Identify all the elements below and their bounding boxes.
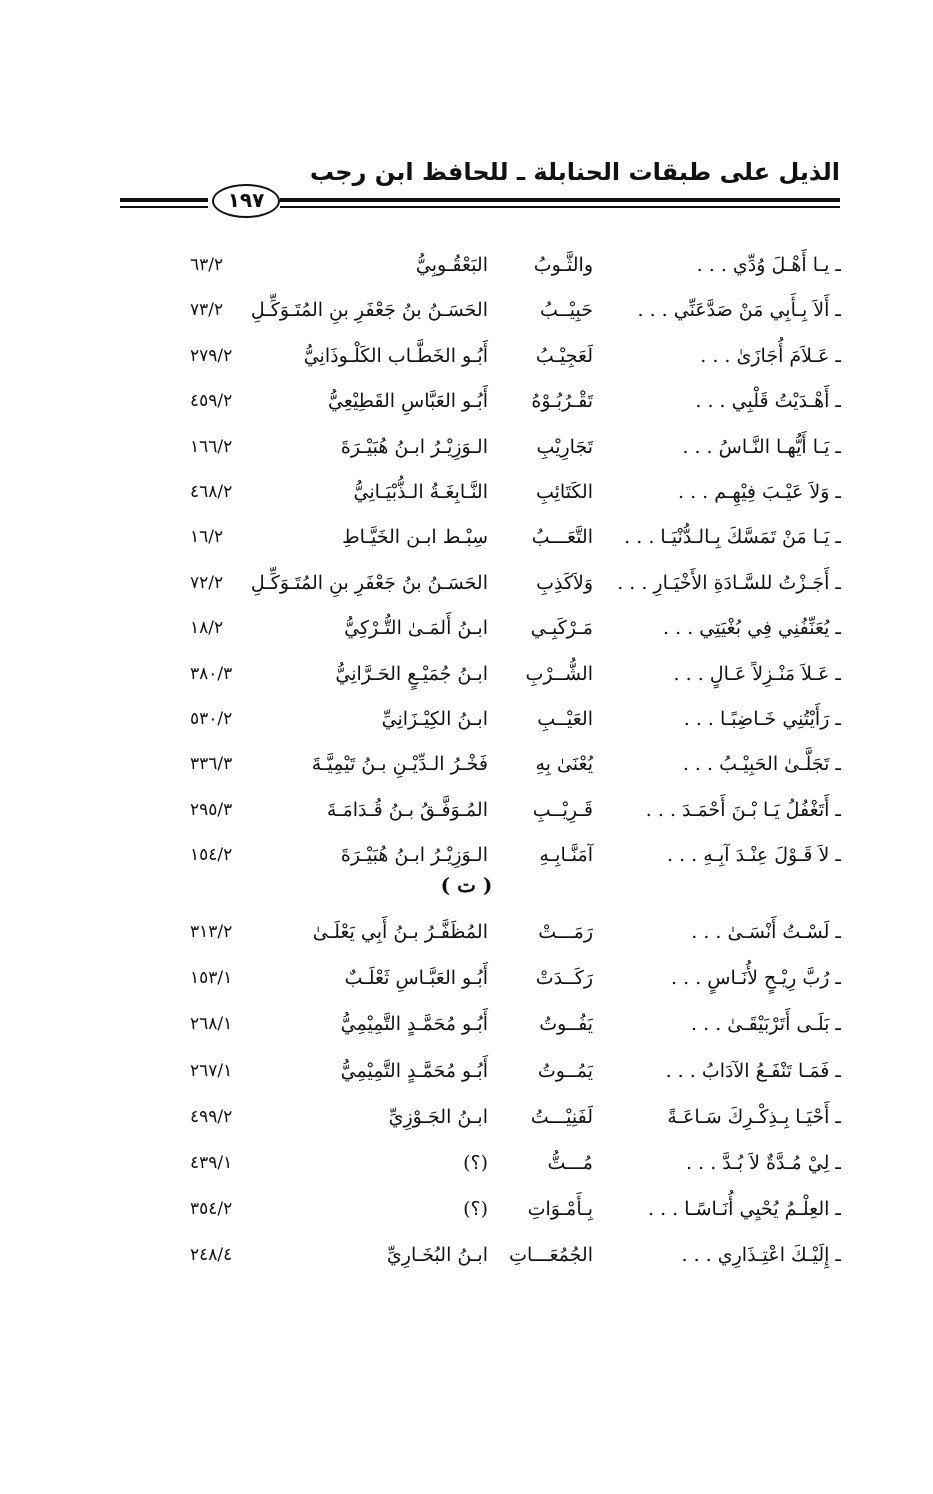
index-row <box>0 245 933 285</box>
volume-page-ref: ٤٩٩/٢ <box>190 1106 233 1127</box>
running-title: الذيل على طبقات الحنابلة ـ للحافظ ابن رجب <box>309 158 840 186</box>
poet-name: المُـوَفَّـقُ بـنُ قُـدَامَـةَ <box>326 798 488 821</box>
rhyme-word: تَجَارِيْبِ <box>536 435 593 458</box>
volume-page-ref: ٤٣٩/١ <box>190 1153 233 1173</box>
rhyme-word: لَفَنِيْـــتُ <box>530 1105 593 1128</box>
header-rule-left-thin <box>120 206 208 208</box>
volume-page-ref: ٢٩٥/٣ <box>190 799 233 820</box>
rhyme-word: يُعْنَىٰ بِهِ <box>535 753 593 776</box>
poet-name: أَبُـو العَبَّـاسِ ثَعْلَـبٌ <box>344 967 488 990</box>
poet-name: المُظَفَّـرُ بـنُ أَبِي يَعْلَـىٰ <box>312 921 488 943</box>
verse-text: ـ يـا أَهْـلَ وُدِّي . . . <box>696 254 841 276</box>
poet-name: سِبْـط ابـن الخَيَّـاطِ <box>342 526 488 549</box>
header-rule-left-thick <box>120 198 208 202</box>
poet-name: أَبُـو العَبَّاسِ القَطِيْعِيُّ <box>328 390 488 413</box>
poet-name: الحَسَـنُ بنُ جَعْفَرِ بنِ المُتَـوَكِّـلِ <box>250 299 488 322</box>
volume-page-ref: ٤٦٨/٢ <box>190 482 233 502</box>
verse-text: ـ العِلْـمُ يُحْيِي أُنَـاسًـا . . . <box>648 1198 841 1221</box>
verse-text: ـ أَلاَ بِـأَبِي مَنْ صَدَّعَنِّي . . . <box>637 299 841 322</box>
verse-text: ـ وَلاَ عَيْـبَ فِيْهِـم . . . <box>677 481 841 503</box>
rhyme-word: يَفُــوتُ <box>539 1013 593 1036</box>
volume-page-ref: ٢٧٩/٢ <box>190 345 233 366</box>
verse-text: ـ فَمَـا تَنْفَـعُ الآدَابُ . . . <box>665 1059 841 1082</box>
index-row <box>0 336 933 376</box>
rhyme-word: مُـــتُّ <box>547 1152 593 1174</box>
index-row <box>0 1143 933 1183</box>
verse-text: ـ يُعَنِّفُنِي فِي بُغْيَتِي . . . <box>663 617 841 640</box>
rhyme-word: التَّعَـــبُ <box>531 526 593 549</box>
index-row <box>0 472 933 512</box>
verse-text: ـ لِيْ مُـدَّةٌ لاَ بُـدَّ . . . <box>686 1152 841 1174</box>
index-row <box>0 1004 933 1044</box>
verse-text: ـ بَلَـى أَتَرْبَيْقَـىٰ . . . <box>691 1013 841 1036</box>
index-row <box>0 563 933 603</box>
section-heading: ( ت ) <box>440 873 493 897</box>
index-row <box>0 517 933 557</box>
index-row <box>0 427 933 467</box>
rhyme-word: مَـرْكَبِـي <box>530 617 593 640</box>
index-row <box>0 381 933 421</box>
index-row <box>0 290 933 330</box>
rhyme-word: وَلاَكَذِبِ <box>536 571 593 594</box>
volume-page-ref: ١٨/٢ <box>190 618 224 639</box>
volume-page-ref: ٣١٣/٢ <box>190 922 233 942</box>
poet-name: أَبُـو مُحَمَّـدٍ التَّمِيْمِيُّ <box>340 1013 488 1036</box>
index-row <box>0 744 933 784</box>
poet-name: أَبُـو الخَطَّـاب الكَلْـوذَانِيُّ <box>303 344 488 367</box>
rhyme-word: الشُّــرْبِ <box>525 662 593 685</box>
rhyme-word: لَعَجِيْـبُ <box>535 344 593 367</box>
poet-name: النَّـابِغَـةُ الـذُّبْيَـانِيُّ <box>353 481 488 503</box>
rhyme-word: رَمَـــتْ <box>538 921 593 943</box>
volume-page-ref: ٢٤٨/٤ <box>190 1245 233 1266</box>
index-row <box>0 1235 933 1275</box>
verse-text: ـ أَهْـدَيْتُ قَلْبِي . . . <box>695 390 841 413</box>
index-row <box>0 699 933 739</box>
poet-name: البَعْقُـوبِيُّ <box>415 254 488 276</box>
rhyme-word: قَـرِيْــبِ <box>532 798 593 821</box>
poet-name: ابـنُ البُخَـارِيِّ <box>386 1244 488 1267</box>
poet-name: الحَسَـنُ بنُ جَعْفَرِ بنِ المُتَـوَكِّـلِ <box>250 571 488 594</box>
poet-name: (؟) <box>463 1198 488 1221</box>
index-row <box>0 958 933 998</box>
verse-text: ـ إِلَيْـكَ اعْتِـذَارِي . . . <box>681 1244 841 1267</box>
index-row <box>0 1097 933 1137</box>
verse-text: ـ أَحْيَـا بِـذِكْـرِكَ سَـاعَـةً <box>667 1105 841 1128</box>
verse-text: ـ لَسْـتُ أَنْسَـىٰ . . . <box>691 921 841 943</box>
verse-text: ـ عَـلاَ مَنْـزِلاً عَـالٍ . . . <box>673 662 841 685</box>
verse-text: ـ أَجَـزْتُ للسَّـادَةِ الأَخْيَـارِ . . . <box>617 571 841 594</box>
verse-text: ـ تَجَلَّـىٰ الحَبِيْـبُ . . . <box>682 753 841 776</box>
header-rule-thick <box>280 198 840 202</box>
index-row <box>0 1051 933 1091</box>
volume-page-ref: ١٦/٢ <box>190 527 224 548</box>
volume-page-ref: ٦٣/٢ <box>190 255 224 275</box>
poet-name: ابـنُ الكِيْـزَانِيِّ <box>381 708 488 730</box>
rhyme-word: بِـأَمْـوَاتِ <box>527 1198 593 1221</box>
volume-page-ref: ٤٥٩/٢ <box>190 391 233 412</box>
verse-text: ـ لاَ قَـوْلَ عِنْـدَ آبِـهِ . . . <box>667 844 841 867</box>
volume-page-ref: ٥٣٠/٢ <box>190 709 233 729</box>
index-row <box>0 912 933 952</box>
verse-text: ـ يَـا أَيُّهـا النَّـاسُ . . . <box>682 435 841 458</box>
header-rule-thin <box>280 206 840 208</box>
rhyme-word: حَبِيْــبُ <box>539 299 593 322</box>
page-header <box>120 150 840 220</box>
volume-page-ref: ٧٣/٢ <box>190 300 224 321</box>
rhyme-word: والثَّـوبُ <box>533 254 593 276</box>
rhyme-word: العَيْــبِ <box>537 708 593 730</box>
poet-name: ابـنُ جُمَيْـعٍ الحَـرَّانِيُّ <box>335 662 488 685</box>
rhyme-word: رَكَــدَتْ <box>535 967 593 990</box>
rhyme-word: يَمُــوتُ <box>537 1059 593 1082</box>
volume-page-ref: ٣٨٠/٣ <box>190 663 233 684</box>
page-number: ١٩٧ <box>212 184 280 218</box>
rhyme-word: الجُمُعَـــاتِ <box>509 1244 593 1267</box>
volume-page-ref: ١٦٦/٢ <box>190 436 233 457</box>
verse-text: ـ رَأَيْتُنِي خَـاضِبًـا . . . <box>683 708 841 730</box>
poet-name: الـوَزِيْـرُ ابـنُ هُبَيْـرَةَ <box>340 844 488 867</box>
volume-page-ref: ٢٦٧/١ <box>190 1060 233 1081</box>
index-row <box>0 1189 933 1229</box>
verse-text: ـ رُبَّ رِيْـحٍ لأُنَـاسٍ . . . <box>671 967 841 990</box>
poet-name: (؟) <box>463 1152 488 1174</box>
index-row <box>0 790 933 830</box>
volume-page-ref: ١٥٤/٢ <box>190 845 233 866</box>
rhyme-word: تَقْـرُبُـوْهُ <box>531 390 593 413</box>
poet-name: ابـنُ الجَـوْزِيِّ <box>388 1105 488 1128</box>
poet-name: أَبُـو مُحَمَّـدٍ التَّمِيْمِيُّ <box>340 1059 488 1082</box>
verse-text: ـ عَـلاَمَ أُجَازَىٰ . . . <box>700 344 841 367</box>
rhyme-word: الكَتَائِبِ <box>535 481 593 503</box>
verse-text: ـ يَـا مَنْ تَمَسَّكَ بِـالـدُّنْيَـا . . . <box>624 526 841 549</box>
volume-page-ref: ١٥٣/١ <box>190 968 233 989</box>
poet-name: ابـنُ أَلمَـىٰ التُّـرْكِيُّ <box>344 617 488 640</box>
index-row <box>0 654 933 694</box>
verse-text: ـ أَتَغْفُلُ يَـا بْـنَ أَحْمَـدَ . . . <box>645 798 841 821</box>
volume-page-ref: ٣٥٤/٢ <box>190 1199 233 1220</box>
volume-page-ref: ٣٣٦/٣ <box>190 754 233 775</box>
volume-page-ref: ٢٦٨/١ <box>190 1014 233 1035</box>
index-row <box>0 608 933 648</box>
poet-name: فَخْـرُ الـدِّيْـنِ بـنُ تَيْمِيَّـةَ <box>311 753 488 776</box>
poet-name: الـوَزِيْـرُ ابـنُ هُبَيْـرَةَ <box>340 435 488 458</box>
rhyme-word: آمَنَّـابِـهِ <box>539 844 593 867</box>
volume-page-ref: ٧٢/٢ <box>190 572 224 593</box>
